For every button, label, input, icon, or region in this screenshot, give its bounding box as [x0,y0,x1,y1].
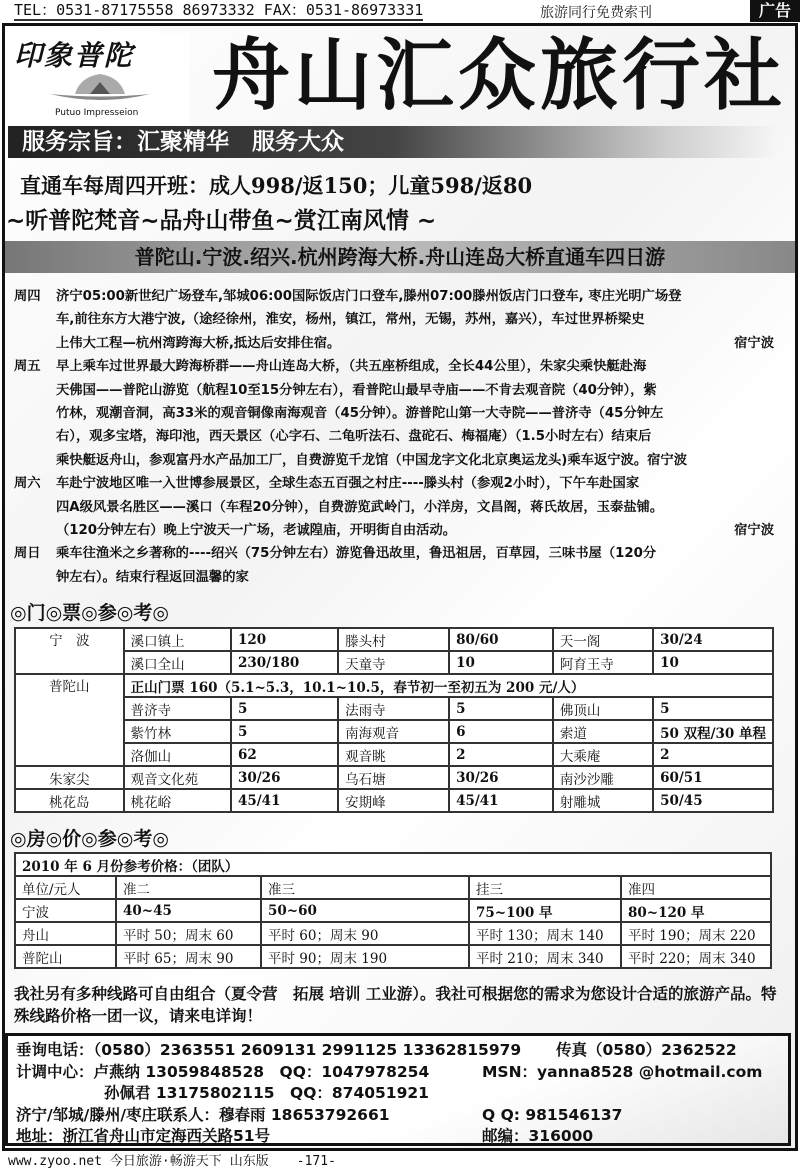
table-cell: 天一阁 [553,628,653,651]
table-row [15,766,773,789]
table-cell: 30/24 [653,628,773,651]
day-text: 济宁05:00新世纪广场登车,邹城06:00国际饭店门口登车,滕州07:00滕州饭店门口登车, 枣庄光明广场登 [56,289,682,304]
table-cell: 5 [449,697,553,720]
day-line [56,402,774,425]
table-cell: 45/41 [449,789,553,812]
table-row [15,899,771,922]
table-cell: 80~120 早 [621,899,771,922]
ticket-table [14,627,774,813]
free-notice: 旅游同行免费索刊 [540,5,652,21]
footer-site[interactable]: www.zyoo.net [8,1154,102,1169]
table-cell: 60/51 [653,766,773,789]
day-label: 周五 [14,359,41,375]
table-cell: 溪口全山 [124,651,231,674]
tel-fax: TEL：0531-87175558 86973332 FAX：0531-86973331 [14,1,424,19]
day-line [56,332,774,355]
table-cell: 准四 [621,876,771,899]
table-cell: 120 [231,628,338,651]
day-text: 早上乘车过世界最大跨海桥群——舟山连岛大桥，（共五座桥组成，全长44公里），朱家尖乘快艇赴海 [56,359,647,375]
table-cell: 30/26 [449,766,553,789]
page-number: -171- [296,1154,336,1169]
table-cell: 天童寺 [338,651,449,674]
table-cell: 宁波 [15,899,116,922]
day-text: 乘车往渔米之乡著称的----绍兴（75分钟左右）游览鲁迅故里，鲁迅祖居，百草园，三味书屋（120分 [56,546,657,562]
table-cell: 阿育王寺 [553,651,653,674]
table-cell: 朱家尖 [15,766,124,789]
day-line [56,496,774,519]
table-cell: 准三 [261,876,469,899]
table-cell: 5 [653,697,773,720]
day-line [56,379,774,402]
logo-text: 印象普陀 [14,39,135,72]
day-text: 车,前往东方大港宁波,（途经徐州，淮安，杨州，镇江，常州，无锡，苏州，嘉兴），车过世界桥梁史 [56,312,645,328]
address: 地址：浙江省舟山市定海西关路51号 [16,1127,271,1145]
second-contact: 孙佩君 13175802115 QQ：874051921 [104,1084,429,1102]
table-cell: 平时 60；周末 90 [261,922,469,945]
table-row [15,922,771,945]
slogan: ~听普陀梵音~品舟山带鱼~赏江南风情 ~ [6,208,437,234]
day-text: 竹林，观潮音洞，高33米的观音铜像南海观音（45分钟）。游普陀山第一大寺院——普济寺（45分钟左 [56,406,664,422]
table-cell: 乌石塘 [338,766,449,789]
table-cell: 溪口镇上 [124,628,231,651]
table-cell: 挂三 [469,876,621,899]
table-cell: 平时 220；周末 340 [621,945,771,968]
table-cell: 大乘庵 [553,743,653,766]
table-row [15,853,771,876]
table-cell: 滕头村 [338,628,449,651]
day-line [56,285,774,308]
table-cell: 50 双程/30 单程 [653,720,773,743]
room-price-table [14,852,772,969]
itinerary [14,285,774,589]
footer-brand: 今日旅游·畅游天下 [109,1154,222,1169]
itinerary-day [14,472,774,542]
table-row [15,789,773,812]
table-cell: 6 [449,720,553,743]
itinerary-day [14,355,774,472]
table-cell: 普济寺 [124,697,231,720]
planning-center: 计调中心：卢燕纳 13059848528 QQ：1047978254 [16,1062,430,1081]
table-cell: 平时 65；周末 90 [116,945,261,968]
table-cell: 桃花岛 [15,789,124,812]
table-cell: 230/180 [231,651,338,674]
day-text: 乘快艇返舟山，参观富丹水产品加工厂，自费游览千龙馆（中国龙字文化北京奥运龙头)乘车返宁波。宿宁波 [56,452,688,468]
day-label: 周日 [14,546,41,562]
day-text: （120分钟左右）晚上宁波天一广场，老诚隍庙，开明街自由活动。 [56,523,457,539]
footer-edition: 山东版 [229,1154,269,1169]
table-cell: 50~60 [261,899,469,922]
custom-route-note: 我社另有多种线路可自由组合（夏令营 拓展 培训 工业游）。我社可根据您的需求为您设计合适的旅游产品。特殊线路价格一团一议，请来电详询！ [14,985,777,1025]
overnight-stay: 宿宁波 [734,335,774,351]
fax: 传真（0580）2362522 [556,1041,737,1059]
table-cell: 紫竹林 [124,720,231,743]
top-bar [0,0,800,22]
table-cell: 5 [231,720,338,743]
table-row [15,651,773,674]
day-line [56,566,774,589]
table-cell: 普陀山 [15,945,116,968]
table-row [15,743,773,766]
table-cell: 南海观音 [338,720,449,743]
day-line [56,425,774,448]
table-cell: 正山门票 160（5.1~5.3，10.1~10.5，春节初一至初五为 200 元/人） [124,674,773,697]
day-text: 右），观多宝塔，海印池，西天景区（心字石、二龟听法石、盘砣石、梅福庵）（1.5小时左右）结束后 [56,429,652,445]
table-cell: 75~100 早 [469,899,621,922]
table-cell: 普陀山 [15,674,124,766]
day-line [56,449,774,472]
table-cell: 平时 210；周末 340 [469,945,621,968]
table-cell: 桃花峪 [124,789,231,812]
table-cell: 45/41 [231,789,338,812]
table-cell: 洛伽山 [124,743,231,766]
itinerary-day [14,285,774,355]
table-cell: 10 [449,651,553,674]
table-cell: 索道 [553,720,653,743]
table-cell: 40~45 [116,899,261,922]
table-cell: 佛顶山 [553,697,653,720]
liaison: 济宁/邹城/滕州/枣庄联系人：穆春雨 18653792661 [16,1105,390,1124]
day-line [56,308,774,331]
table-cell: 2010 年 6 月份参考价格：（团队） [15,853,771,876]
table-cell: 平时 190；周末 220 [621,922,771,945]
day-line [56,519,774,542]
service-motto: 服务宗旨：汇聚精华 服务大众 [8,126,778,158]
table-cell: 南沙沙雕 [553,766,653,789]
table-cell: 安期峰 [338,789,449,812]
table-cell: 80/60 [449,628,553,651]
itinerary-day [14,542,774,589]
table-cell: 平时 130；周末 140 [469,922,621,945]
table-cell: 法雨寺 [338,697,449,720]
table-row [15,674,773,697]
lotus-icon [45,72,155,102]
msn: MSN：yanna8528 @hotmail.com [482,1062,763,1081]
day-text: 车赴宁波地区唯一入世博参展景区，全球生态五百强之村庄----滕头村（参观2小时），下午车赴国家 [56,476,640,492]
table-row [15,945,771,968]
day-text: 上伟大工程—杭州湾跨海大桥,抵达后安排住宿。 [56,335,341,351]
tickets-heading: ◎门◎票◎参◎考◎ [10,602,169,624]
day-line [56,542,774,565]
table-cell: 62 [231,743,338,766]
table-cell: 观音文化苑 [124,766,231,789]
table-cell: 准二 [116,876,261,899]
day-text: 天佛国——普陀山游览（航程10至15分钟左右），看普陀山最早寺庙——不肯去观音院（40分钟），紫 [56,382,657,398]
day-label: 周六 [14,476,41,492]
bus-schedule: 直通车每周四开班：成人998/返150；儿童598/返80 [20,173,533,198]
logo-subtitle: Putuo Impresseion [55,108,139,118]
rooms-heading: ◎房◎价◎参◎考◎ [10,828,169,850]
table-cell: 单位/元人 [15,876,116,899]
table-row [15,720,773,743]
table-cell: 平时 90；周末 190 [261,945,469,968]
day-line [56,355,774,378]
table-row [15,628,773,651]
table-cell: 2 [449,743,553,766]
day-line [56,472,774,495]
table-row [15,697,773,720]
table-cell: 观音眺 [338,743,449,766]
agency-title: 舟山汇众旅行社 [212,31,787,121]
table-row [15,876,771,899]
table-cell: 30/26 [231,766,338,789]
day-label: 周四 [14,289,41,304]
day-text: 钟左右）。结束行程返回温馨的家 [56,569,249,585]
table-cell: 10 [653,651,773,674]
overnight-stay: 宿宁波 [734,523,774,539]
footer [8,1150,344,1169]
table-cell: 射雕城 [553,789,653,812]
day-text: 四A级风景名胜区——溪口（车程20分钟），自费游览武岭门，小洋房，文昌阁，蒋氏故居，玉泰盐铺。 [56,499,664,515]
table-cell: 50/45 [653,789,773,812]
ad-badge: 广告 [750,0,800,22]
table-cell: 舟山 [15,922,116,945]
phone: 垂询电话：（0580）2363551 2609131 2991125 13362815979 [16,1041,522,1059]
liaison-qq: Q Q: 981546137 [482,1105,623,1124]
table-cell: 5 [231,697,338,720]
route-banner: 普陀山.宁波.绍兴.杭州跨海大桥.舟山连岛大桥直通车四日游 [5,241,795,273]
contact-box [5,1033,791,1146]
table-cell: 宁 波 [15,628,124,674]
table-cell: 2 [653,743,773,766]
zip-code: 邮编：316000 [482,1127,594,1145]
table-cell: 平时 50；周末 60 [116,922,261,945]
